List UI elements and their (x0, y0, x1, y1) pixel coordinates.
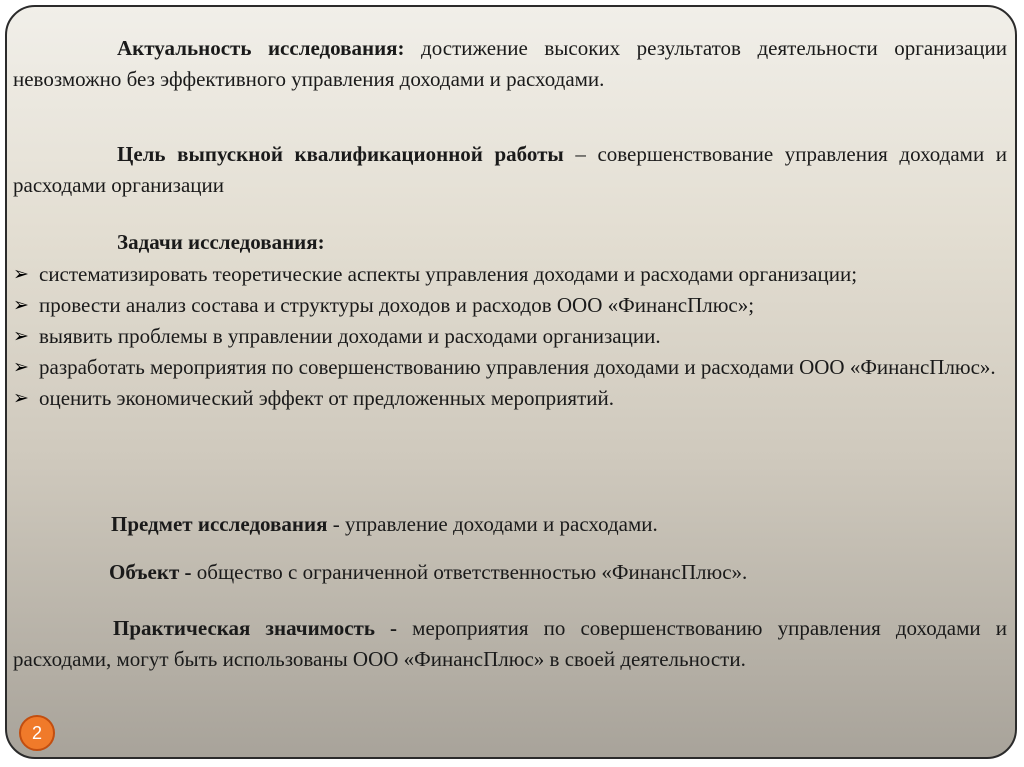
object-text: общество с ограниченной ответственностью «ФинансПлюс». (191, 560, 748, 584)
list-item: ➢ разработать мероприятия по совершенствованию управления доходами и расходами ООО «ФинансПлюс». (13, 352, 1007, 383)
relevance-label: Актуальность исследования: (117, 36, 405, 60)
list-item: ➢ провести анализ состава и структуры доходов и расходов ООО «ФинансПлюс»; (13, 290, 1007, 321)
significance-text: мероприятия по совершенствованию управления доходами и расходами, могут быть использованы ООО «ФинансПлюс» в своей деятельности. (13, 616, 1007, 671)
list-item: ➢ оценить экономический эффект от предложенных мероприятий. (13, 383, 1007, 414)
arrow-bullet-icon: ➢ (13, 387, 29, 409)
arrow-bullet-icon: ➢ (13, 356, 29, 378)
arrow-bullet-icon: ➢ (13, 263, 29, 285)
goal-label: Цель выпускной квалификационной работы (117, 142, 564, 166)
subject-label: Предмет исследования (111, 512, 328, 536)
arrow-bullet-icon: ➢ (13, 325, 29, 347)
list-item: ➢ систематизировать теоретические аспекты управления доходами и расходами организации; (13, 259, 1007, 290)
relevance-text: достижение высоких результатов деятельности организации невозможно без эффективного управления доходами и расходами. (13, 36, 1007, 91)
list-item: ➢ выявить проблемы в управлении доходами и расходами организации. (13, 321, 1007, 352)
relevance-paragraph (13, 33, 1007, 95)
object-label: Объект - (109, 560, 192, 584)
subject-text: - управление доходами и расходами. (327, 512, 658, 536)
subject-paragraph (13, 509, 1007, 540)
significance-paragraph (13, 613, 1007, 675)
object-paragraph (13, 557, 1007, 588)
tasks-heading: Задачи исследования: (117, 230, 325, 254)
goal-text: – совершенствование управления доходами и расходами организации (13, 142, 1007, 197)
tasks-list (13, 259, 1007, 414)
arrow-bullet-icon: ➢ (13, 294, 29, 316)
significance-label: Практическая значимость - (113, 616, 398, 640)
slide (5, 5, 1017, 759)
goal-paragraph (13, 139, 1007, 201)
page-number-badge: 2 (19, 715, 55, 751)
